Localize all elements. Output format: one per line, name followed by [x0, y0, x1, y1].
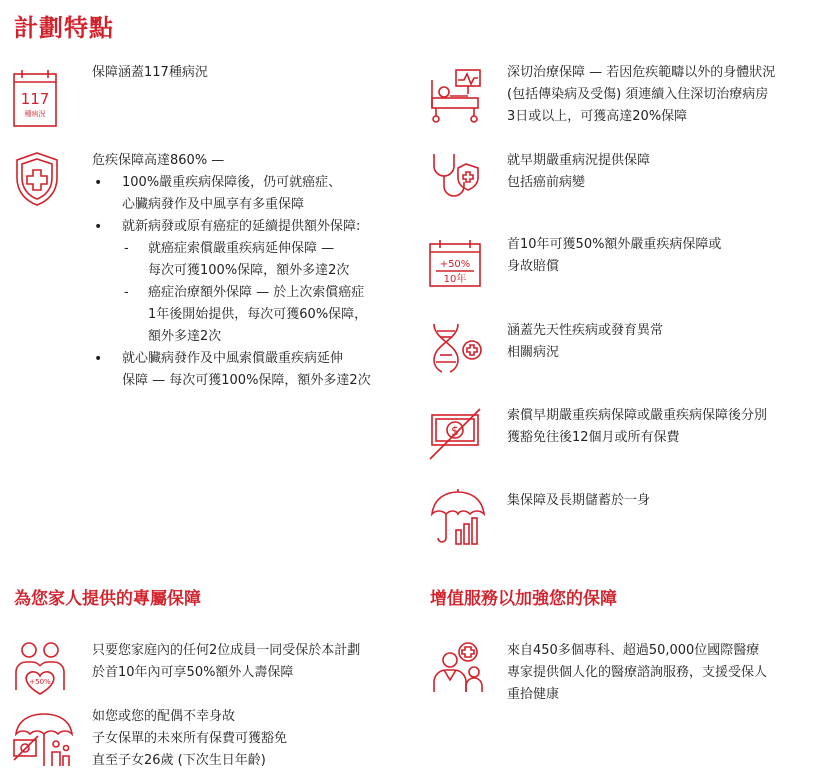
- feature-critical-illness: [92, 150, 412, 392]
- value-item-medical-consult: 來自450多個專科、超過50,000位國際醫療 專家提供個人化的醫療諮詢服務，支援受保人 重拾健康: [507, 643, 768, 702]
- family-section-title: 為您家人提供的專屬保障: [14, 589, 201, 609]
- calendar-50-icon: [428, 238, 482, 288]
- value-section-title: 增值服務以加強您的保障: [430, 589, 617, 609]
- page-title: 計劃特點: [14, 14, 114, 42]
- ci-bullet: • 就新病發或原有癌症的延續提供額外保障: - 就癌症索償嚴重疾病延伸保障 — 每次可獲100%保障，額外多達2次 - 癌症治療額外保障 — 於上次索償癌症 1年後開始提供，每次可獲60%保障， 額外多達2次: [122, 216, 412, 348]
- hospital-bed-icon: [428, 66, 484, 124]
- icon-label: 種病況: [24, 110, 46, 118]
- umbrella-family-icon: [12, 710, 76, 770]
- family-item-two-members: 只要您家庭內的任何2位成員一同受保於本計劃 於首10年內可享50%額外人壽保障: [92, 643, 361, 680]
- no-money-icon: [428, 405, 484, 463]
- ci-heading: 危疾保障高達860% —: [92, 153, 225, 168]
- icon-label: +50%: [29, 678, 51, 686]
- ci-bullet: • 100%嚴重疾病保障後，仍可就癌症、 心臟病發作及中風享有多重保障: [122, 172, 412, 216]
- family-heart-icon: [12, 640, 68, 696]
- ci-bullet: • 就心臟病發作及中風索償嚴重疾病延伸 保障 — 每次可獲100%保障，額外多達2次: [122, 348, 412, 392]
- shield-cross-icon: [12, 150, 62, 208]
- svg-text:$: $: [451, 424, 459, 438]
- feature-premium-waiver: 索償早期嚴重疾病保障或嚴重疾病保障後分別 獲豁免往後12個月或所有保費: [507, 408, 768, 445]
- ci-sub-bullet: - 就癌症索償嚴重疾病延伸保障 — 每次可獲100%保障，額外多達2次: [148, 238, 412, 282]
- calendar-117-icon: [12, 68, 58, 128]
- icon-bottom-label: 10年: [443, 274, 467, 285]
- feature-first-10-years: 首10年可獲50%額外嚴重疾病保障或 身故賠償: [507, 237, 722, 274]
- stethoscope-icon: [428, 150, 482, 202]
- ci-sub-bullet: - 癌症治療額外保障 — 於上次索償癌症 1年後開始提供，每次可獲60%保障， 額外多達2次: [148, 282, 412, 348]
- feature-protection-savings: 集保障及長期儲蓄於一身: [507, 493, 651, 508]
- feature-congenital: 涵蓋先天性疾病或發育異常 相關病況: [507, 323, 664, 360]
- feature-icu: 深切治療保障 — 若因危疾範疇以外的身體狀況 (包括傳染病及受傷) 須連續入住深切治療病房 3日或以上，可獲高達20%保障: [507, 65, 776, 124]
- dna-icon: [428, 322, 484, 374]
- feature-117-conditions: 保障涵蓋117種病況: [92, 65, 208, 80]
- umbrella-savings-icon: [428, 488, 488, 548]
- icon-top-label: +50%: [439, 259, 471, 270]
- feature-early-stage: 就早期嚴重病況提供保障 包括癌前病變: [507, 153, 651, 190]
- doctor-consult-icon: [428, 640, 488, 696]
- family-item-waiver: 如您或您的配偶不幸身故 子女保單的未來所有保費可獲豁免 直至子女26歲 (下次生日年齡): [92, 709, 288, 768]
- icon-number: 117: [20, 90, 50, 108]
